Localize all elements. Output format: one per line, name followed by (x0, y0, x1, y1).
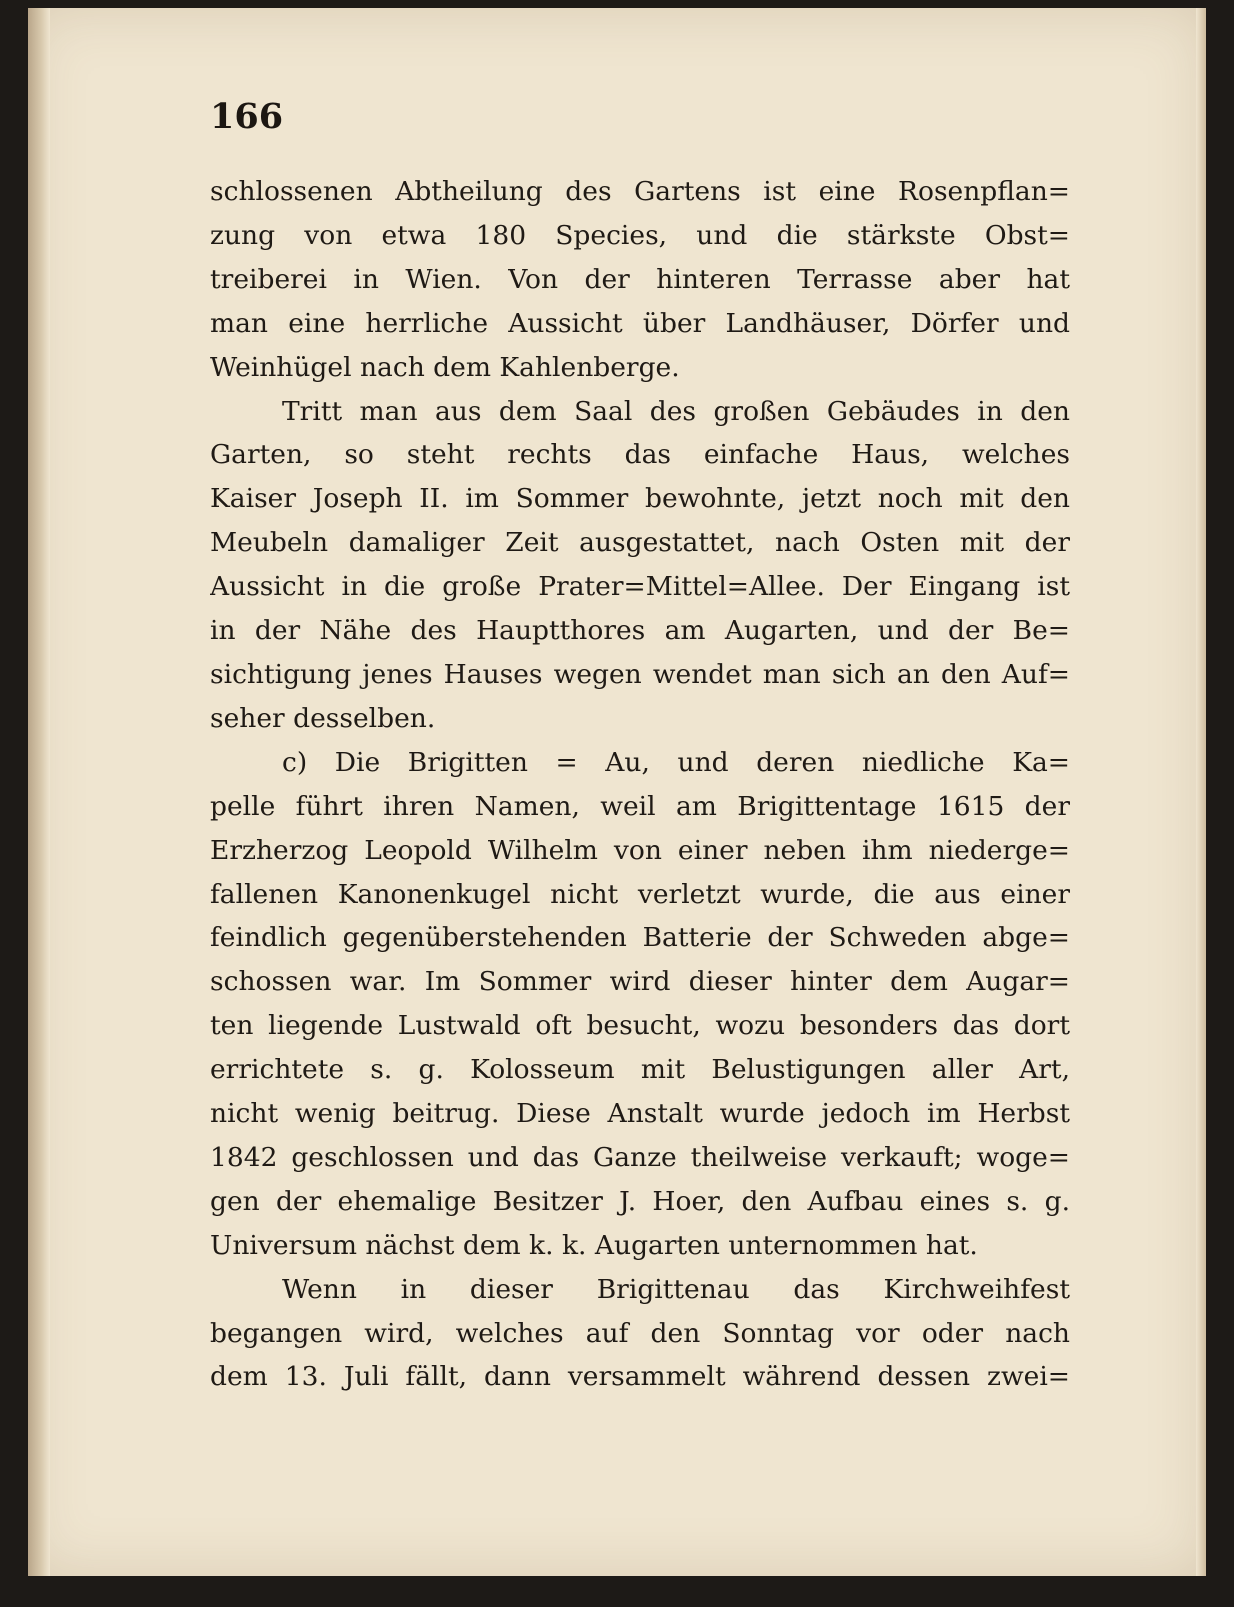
text-line: dem 13. Juli fällt, dann versammelt während dessen zwei= (210, 1361, 1070, 1393)
text-line: Weinhügel nach dem Kahlenberge. (210, 351, 680, 383)
text-line: Garten, so steht rechts das einfache Haus, welches (210, 439, 1070, 471)
text-line: Tritt man aus dem Saal des großen Gebäudes in den (282, 395, 1070, 427)
text-line: Meubeln damaliger Zeit ausgestattet, nach Osten mit der (210, 527, 1070, 559)
text-line: feindlich gegenüberstehenden Batterie der Schweden abge= (210, 922, 1070, 954)
text-line: sichtigung jenes Hauses wegen wendet man sich an den Auf= (210, 658, 1070, 690)
page-number: 166 (210, 96, 284, 137)
text-line: man eine herrliche Aussicht über Landhäuser, Dörfer und (210, 307, 1070, 339)
text-line: Aussicht in die große Prater=Mittel=Allee. Der Eingang ist (210, 571, 1070, 603)
text-line: schlossenen Abtheilung des Gartens ist eine Rosenpflan= (210, 176, 1070, 207)
paragraph-4 (210, 1268, 1070, 1400)
text-line: pelle führt ihren Namen, weil am Brigittentage 1615 der (210, 790, 1070, 822)
text-line: c) Die Brigitten = Au, und deren niedliche Ka= (282, 746, 1070, 778)
paragraph-2 (210, 390, 1070, 741)
text-line: begangen wird, welches auf den Sonntag vor oder nach (210, 1317, 1070, 1349)
text-line: Erzherzog Leopold Wilhelm von einer neben ihm niederge= (210, 834, 1070, 866)
text-line: Universum nächst dem k. k. Augarten unternommen hat. (210, 1229, 978, 1261)
text-line: ten liegende Lustwald oft besucht, wozu besonders das dort (210, 1010, 1070, 1042)
text-line: zung von etwa 180 Species, und die stärkste Obst= (210, 219, 1070, 251)
text-line: fallenen Kanonenkugel nicht verletzt wurde, die aus einer (210, 878, 1070, 910)
page-gutter (28, 8, 50, 1576)
text-line: 1842 geschlossen und das Ganze theilweise verkauft; woge= (210, 1141, 1070, 1173)
text-line: Kaiser Joseph II. im Sommer bewohnte, jetzt noch mit den (210, 483, 1070, 515)
text-line: seher desselben. (210, 702, 436, 734)
paragraph-3 (210, 741, 1070, 1268)
text-line: schossen war. Im Sommer wird dieser hinter dem Augar= (210, 966, 1070, 998)
text-line: Wenn in dieser Brigittenau das Kirchweihfest (282, 1273, 1070, 1305)
paragraph-1 (210, 170, 1070, 390)
page-edge (1196, 8, 1206, 1576)
text-line: in der Nähe des Hauptthores am Augarten, und der Be= (210, 615, 1070, 647)
text-line: errichtete s. g. Kolosseum mit Belustigungen aller Art, (210, 1054, 1070, 1086)
body-text (210, 170, 1070, 1399)
text-line: nicht wenig beitrug. Diese Anstalt wurde jedoch im Herbst (210, 1098, 1070, 1130)
text-line: treiberei in Wien. Von der hinteren Terrasse aber hat (210, 263, 1070, 295)
text-line: gen der ehemalige Besitzer J. Hoer, den Aufbau eines s. g. (210, 1185, 1070, 1217)
